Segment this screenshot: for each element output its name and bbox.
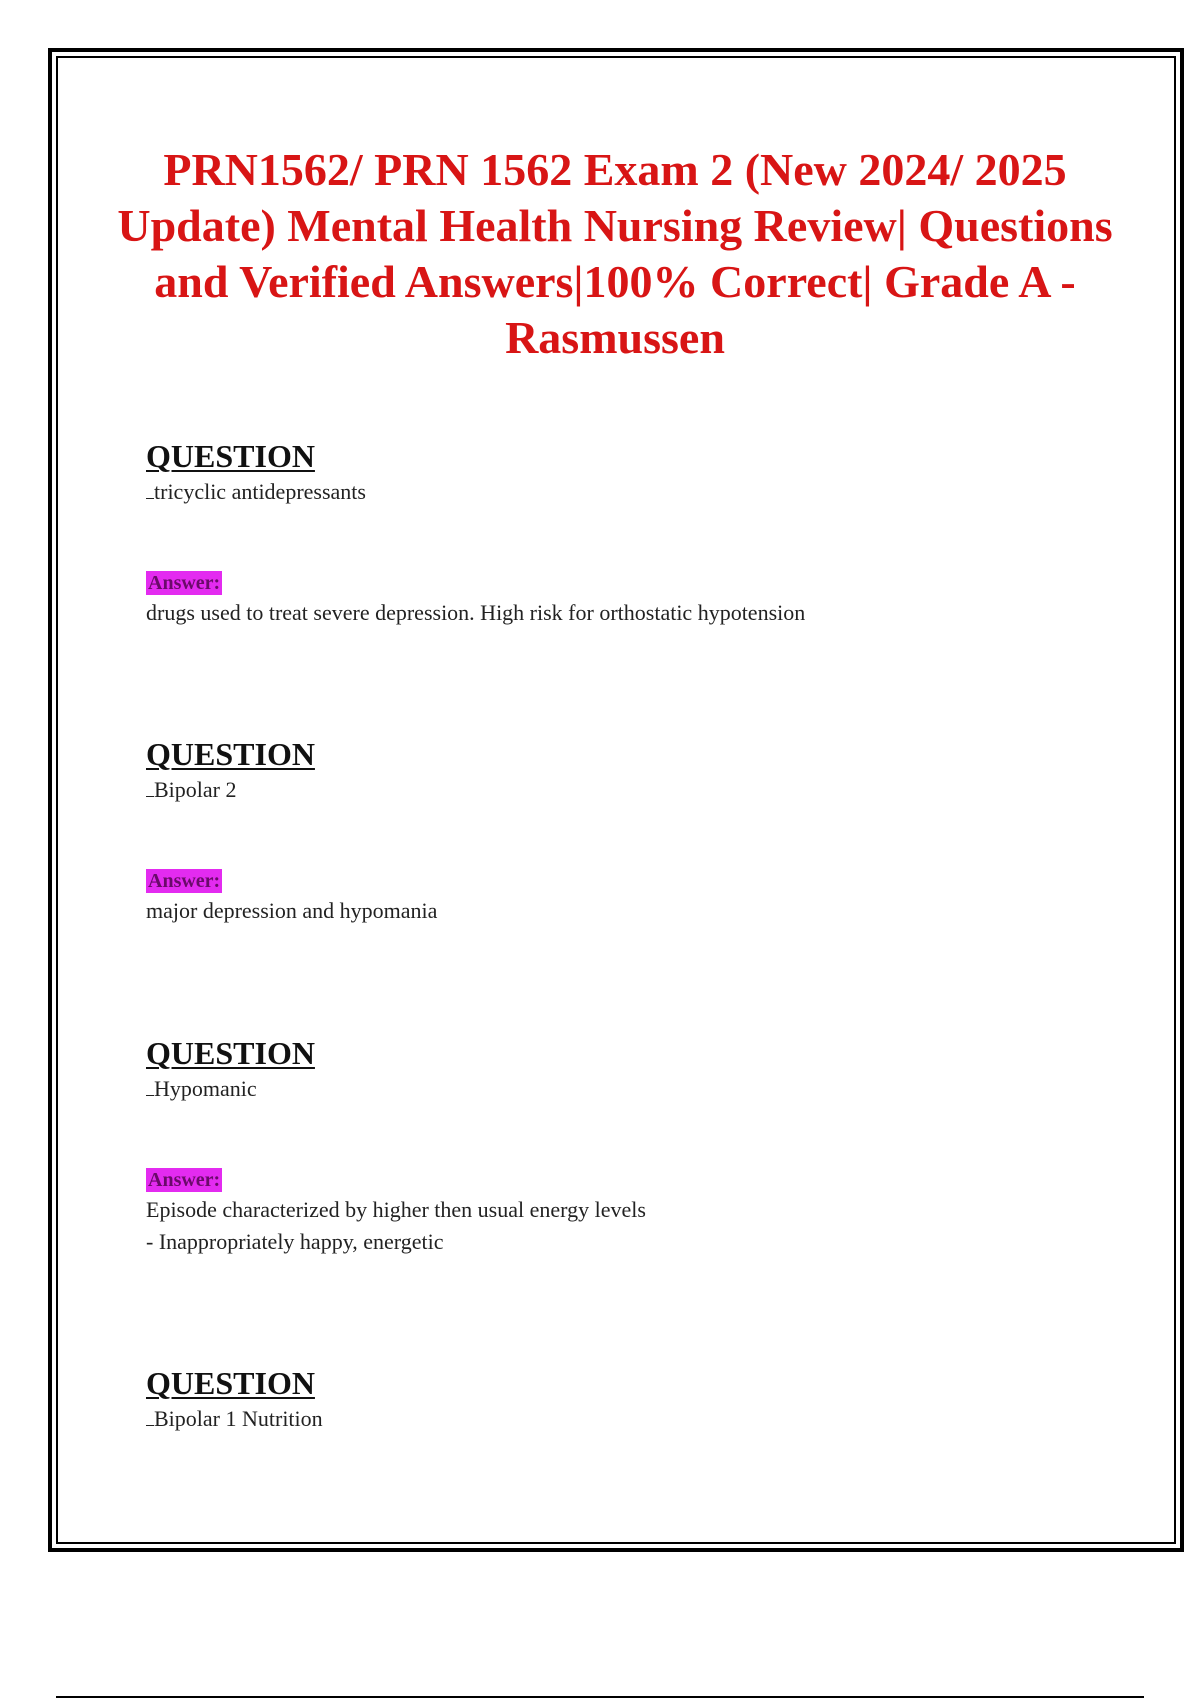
question-heading: QUESTION xyxy=(146,1365,315,1401)
question-text: Bipolar 2 xyxy=(154,777,237,802)
qa-item xyxy=(146,1035,1046,1258)
qa-item xyxy=(146,736,1046,927)
answer-label-row xyxy=(146,1168,1046,1192)
question-blank-mark xyxy=(146,1403,154,1426)
answer-line: Episode characterized by higher then usual energy levels xyxy=(146,1197,646,1222)
question-heading: QUESTION xyxy=(146,1035,315,1071)
answer-label-row xyxy=(146,869,1046,893)
answer-label: Answer: xyxy=(148,1169,221,1191)
answer-label: Answer: xyxy=(148,572,221,594)
question-text-row xyxy=(146,1073,1046,1104)
question-text: Hypomanic xyxy=(154,1076,257,1101)
answer-label-row xyxy=(146,571,1046,595)
question-blank-mark xyxy=(146,476,154,499)
qa-item xyxy=(146,1365,1046,1434)
answer-label: Answer: xyxy=(148,870,221,892)
question-blank-mark xyxy=(146,1073,154,1096)
question-text-row xyxy=(146,774,1046,805)
question-text: tricyclic antidepressants xyxy=(154,479,366,504)
answer-line: - Inappropriately happy, energetic xyxy=(146,1229,444,1254)
answer-text xyxy=(146,895,1046,927)
question-blank-mark xyxy=(146,774,154,797)
answer-line: drugs used to treat severe depression. High risk for orthostatic hypotension xyxy=(146,600,806,625)
qa-item xyxy=(146,438,1046,629)
question-heading: QUESTION xyxy=(146,438,315,474)
answer-text xyxy=(146,597,1046,629)
answer-text xyxy=(146,1194,1046,1258)
question-text: Bipolar 1 Nutrition xyxy=(154,1406,323,1431)
question-text-row xyxy=(146,476,1046,507)
question-heading: QUESTION xyxy=(146,736,315,772)
answer-line: major depression and hypomania xyxy=(146,898,438,923)
footer-divider xyxy=(56,1696,1144,1698)
document-title: PRN1562/ PRN 1562 Exam 2 (New 2024/ 2025 Update) Mental Health Nursing Review| Questions and Verified Answers|100% Correct| Grade A - Rasmussen xyxy=(117,144,1113,363)
question-text-row xyxy=(146,1403,1046,1434)
